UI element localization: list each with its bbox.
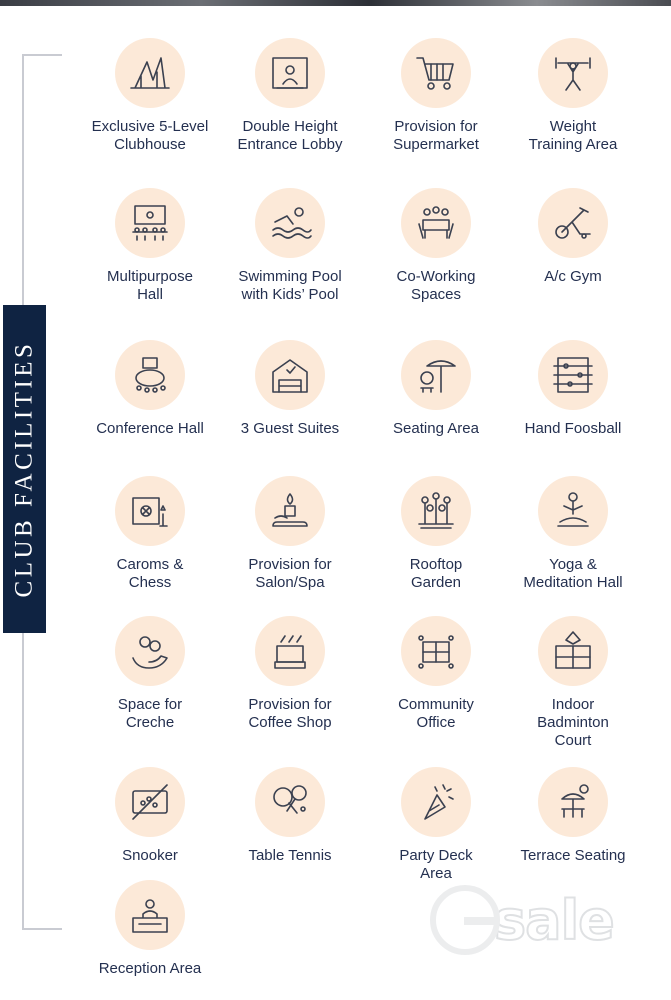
facility-label: Community Office [398,696,474,731]
cart-icon [401,38,471,108]
facility-item [361,38,511,158]
facility-item [498,616,648,749]
facility-item [498,188,648,308]
guest-suite-icon [255,340,325,410]
facility-item [361,188,511,308]
facility-item [75,476,225,596]
conference-icon [115,340,185,410]
spa-icon [255,476,325,546]
facility-label: Caroms & Chess [116,556,184,591]
watermark-logo-icon [430,885,500,955]
facility-item [215,188,365,308]
facility-label: Indoor Badminton Court [537,696,609,749]
facility-item [215,38,365,158]
watermark-text: sale [494,888,614,952]
garden-icon [401,476,471,546]
facility-label: A/c Gym [544,268,602,285]
carrom-chess-icon [115,476,185,546]
badminton-icon [538,616,608,686]
clubhouse-icon [115,38,185,108]
facility-label: Space for Creche [117,696,183,731]
facility-item [498,340,648,460]
coffee-icon [255,616,325,686]
watermark [430,875,630,965]
swimmer-icon [255,188,325,258]
facility-label: Provision for Supermarket [393,118,479,153]
terrace-icon [538,767,608,837]
facility-item [361,476,511,596]
reception-icon [115,880,185,950]
facility-item [75,767,225,887]
umbrella-seating-icon [401,340,471,410]
facility-label: Reception Area [98,960,202,977]
facility-label: Exclusive 5-Level Clubhouse [91,118,209,153]
facility-item [75,38,225,158]
creche-icon [115,616,185,686]
section-title: CLUB FACILITIES [10,340,38,598]
facility-item [215,767,365,887]
hall-icon [115,188,185,258]
facility-item [75,340,225,460]
facility-label: Conference Hall [96,420,204,437]
facility-item [498,38,648,158]
facility-item [215,616,365,736]
facility-item [215,476,365,596]
facility-label: Party Deck Area [399,847,473,882]
facility-label: Weight Training Area [528,118,618,153]
facility-label: Provision for Coffee Shop [248,696,332,731]
party-icon [401,767,471,837]
facility-item [75,188,225,308]
facility-label: Co-Working Spaces [396,268,476,303]
table-tennis-icon [255,767,325,837]
facility-label: Table Tennis [248,847,332,864]
facility-item [75,880,225,1000]
facility-label: Seating Area [393,420,479,437]
snooker-icon [115,767,185,837]
facility-item [498,767,648,887]
office-icon [401,616,471,686]
yoga-icon [538,476,608,546]
lobby-icon [255,38,325,108]
facility-label: Terrace Seating [520,847,626,864]
facility-label: Multipurpose Hall [107,268,193,303]
facility-item [498,476,648,596]
facility-label: 3 Guest Suites [240,420,340,437]
weightlifting-icon [538,38,608,108]
facility-label: Snooker [122,847,178,864]
facility-item [361,340,511,460]
top-photo-strip [0,0,671,6]
facility-label: Provision for Salon/Spa [248,556,332,591]
facility-item [361,767,511,887]
foosball-icon [538,340,608,410]
coworking-icon [401,188,471,258]
facility-label: Double Height Entrance Lobby [237,118,343,153]
facility-label: Rooftop Garden [409,556,463,591]
facility-item [361,616,511,736]
facility-label: Hand Foosball [524,420,622,437]
exercise-bike-icon [538,188,608,258]
facility-item [75,616,225,736]
facility-label: Swimming Pool with Kids’ Pool [238,268,342,303]
facility-label: Yoga & Meditation Hall [523,556,623,591]
facility-item [215,340,365,460]
section-title-banner [3,305,46,633]
